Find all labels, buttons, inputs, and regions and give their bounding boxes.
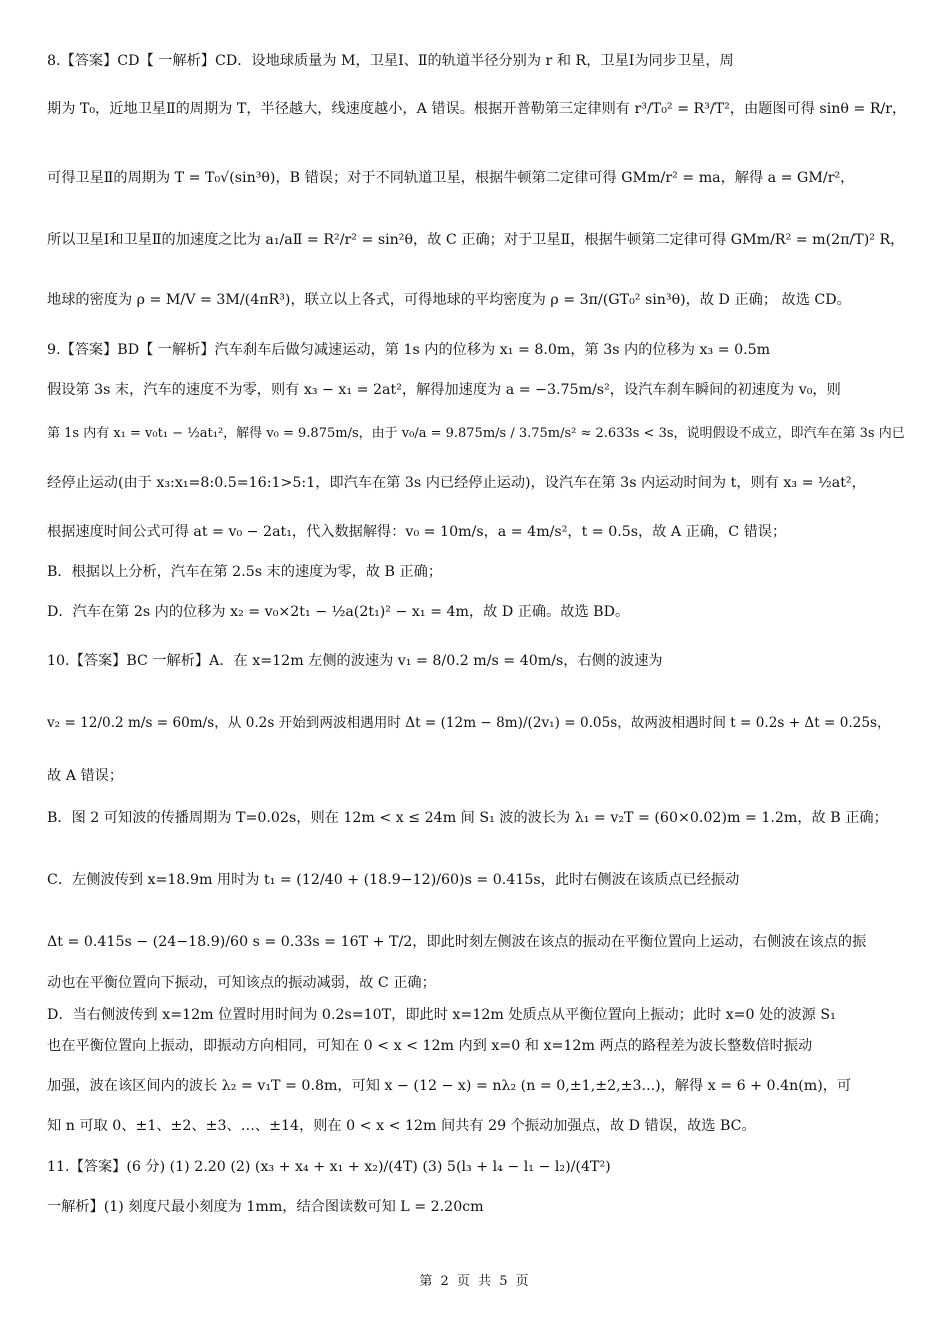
text-line: 一解析】(1) 刻度尺最小刻度为 1mm，结合图读数可知 L = 2.20cm: [47, 1199, 484, 1215]
text-line: 也在平衡位置向上振动，即振动方向相同，可知在 0 < x < 12m 内到 x=0 和 x=12m 两点的路程差为波长整数倍时振动: [47, 1038, 813, 1054]
text-line: 故 A 错误；: [47, 768, 124, 784]
page-footer: 第 2 页 共 5 页: [419, 1274, 531, 1289]
text-line: C．左侧波传到 x=18.9m 用时为 t₁ = (12/40 + (18.9−12)/60)s = 0.415s，此时右侧波在该质点已经振动: [47, 872, 740, 888]
text-line: 地球的密度为 ρ = M/V = 3M/(4πR³)，联立以上各式，可得地球的平均密度为 ρ = 3π/(GT₀² sin³θ)，故 D 正确； 故选 CD。: [47, 292, 851, 308]
text-line: B．根据以上分析，汽车在第 2.5s 末的速度为零，故 B 正确；: [47, 564, 443, 580]
text-line: 加强，波在该区间内的波长 λ₂ = v₁T = 0.8m，可知 x − (12 − x) = nλ₂ (n = 0,±1,±2,±3...)，解得 x = 6 + 0.4n(m)，可: [47, 1078, 852, 1094]
text-line: 动也在平衡位置向下振动，可知该点的振动减弱，故 C 正确；: [47, 975, 436, 991]
text-line: 期为 T₀，近地卫星Ⅱ的周期为 T，半径越大，线速度越小，A 错误。根据开普勒第三定律则有 r³/T₀² = R³/T²，由题图可得 sinθ = R/r，: [47, 101, 906, 117]
text-line: 可得卫星Ⅱ的周期为 T = T₀√(sin³θ)，B 错误；对于不同轨道卫星，根据牛顿第二定律可得 GMm/r² = ma，解得 a = GM/r²，: [47, 170, 855, 186]
text-line: 9.【答案】BD【 一解析】汽车刹车后做匀减速运动，第 1s 内的位移为 x₁ = 8.0m，第 3s 内的位移为 x₃ = 0.5m: [47, 342, 771, 358]
text-line: Δt = 0.415s − (24−18.9)/60 s = 0.33s = 16T + T/2，即此时刻左侧波在该点的振动在平衡位置向上运动，右侧波在该点的振: [47, 934, 867, 950]
text-line: 假设第 3s 末，汽车的速度不为零，则有 x₃ − x₁ = 2at²，解得加速度为 a = −3.75m/s²，设汽车刹车瞬间的初速度为 v₀，则: [47, 382, 841, 398]
text-line: 知 n 可取 0、±1、±2、±3、…、±14，则在 0 < x < 12m 间共有 29 个振动加强点，故 D 错误，故选 BC。: [47, 1118, 756, 1134]
text-line: D．汽车在第 2s 内的位移为 x₂ = v₀×2t₁ − ½a(2t₁)² − x₁ = 4m，故 D 正确。故选 BD。: [47, 604, 630, 620]
text-line: 所以卫星Ⅰ和卫星Ⅱ的加速度之比为 a₁/aⅡ = R²/r² = sin²θ，故 C 正确；对于卫星Ⅱ，根据牛顿第二定律可得 GMm/R² = m(2π/T)² R，: [47, 232, 905, 248]
text-line: 经停止运动(由于 x₃:x₁=8:0.5=16:1>5:1，即汽车在第 3s 内已经停止运动)，设汽车在第 3s 内运动时间为 t，则有 x₃ = ½at²，: [47, 475, 866, 491]
text-line: 第 1s 内有 x₁ = v₀t₁ − ½at₁²，解得 v₀ = 9.875m/s，由于 v₀/a = 9.875m/s / 3.75m/s² ≈ 2.633s < 3s，说明假设不成立，即汽车在第 3s 内已: [47, 426, 905, 441]
text-line: 10.【答案】BC 一解析】A．在 x=12m 左侧的波速为 v₁ = 8/0.2 m/s = 40m/s，右侧的波速为: [47, 653, 663, 669]
text-line: D．当右侧波传到 x=12m 位置时用时间为 0.2s=10T，即此时 x=12m 处质点从平衡位置向上振动；此时 x=0 处的波源 S₁: [47, 1007, 836, 1023]
text-line: 8.【答案】CD【 一解析】CD．设地球质量为 M，卫星Ⅰ、Ⅱ的轨道半径分别为 r 和 R，卫星Ⅰ为同步卫星，周: [47, 53, 734, 69]
text-line: 根据速度时间公式可得 at = v₀ − 2at₁，代入数据解得：v₀ = 10m/s，a = 4m/s²，t = 0.5s，故 A 正确，C 错误；: [47, 524, 787, 540]
text-line: v₂ = 12/0.2 m/s = 60m/s，从 0.2s 开始到两波相遇用时 Δt = (12m − 8m)/(2v₁) = 0.05s，故两波相遇时间 t = 0.2s + Δt = 0.25s，: [47, 715, 891, 731]
text-line: 11.【答案】(6 分) (1) 2.20 (2) (x₃ + x₄ + x₁ + x₂)/(4T) (3) 5(l₃ + l₄ − l₁ − l₂)/(4T²): [47, 1159, 611, 1175]
text-line: B．图 2 可知波的传播周期为 T=0.02s，则在 12m < x ≤ 24m 间 S₁ 波的波长为 λ₁ = v₂T = (60×0.02)m = 1.2m，故 B 正确；: [47, 810, 888, 826]
